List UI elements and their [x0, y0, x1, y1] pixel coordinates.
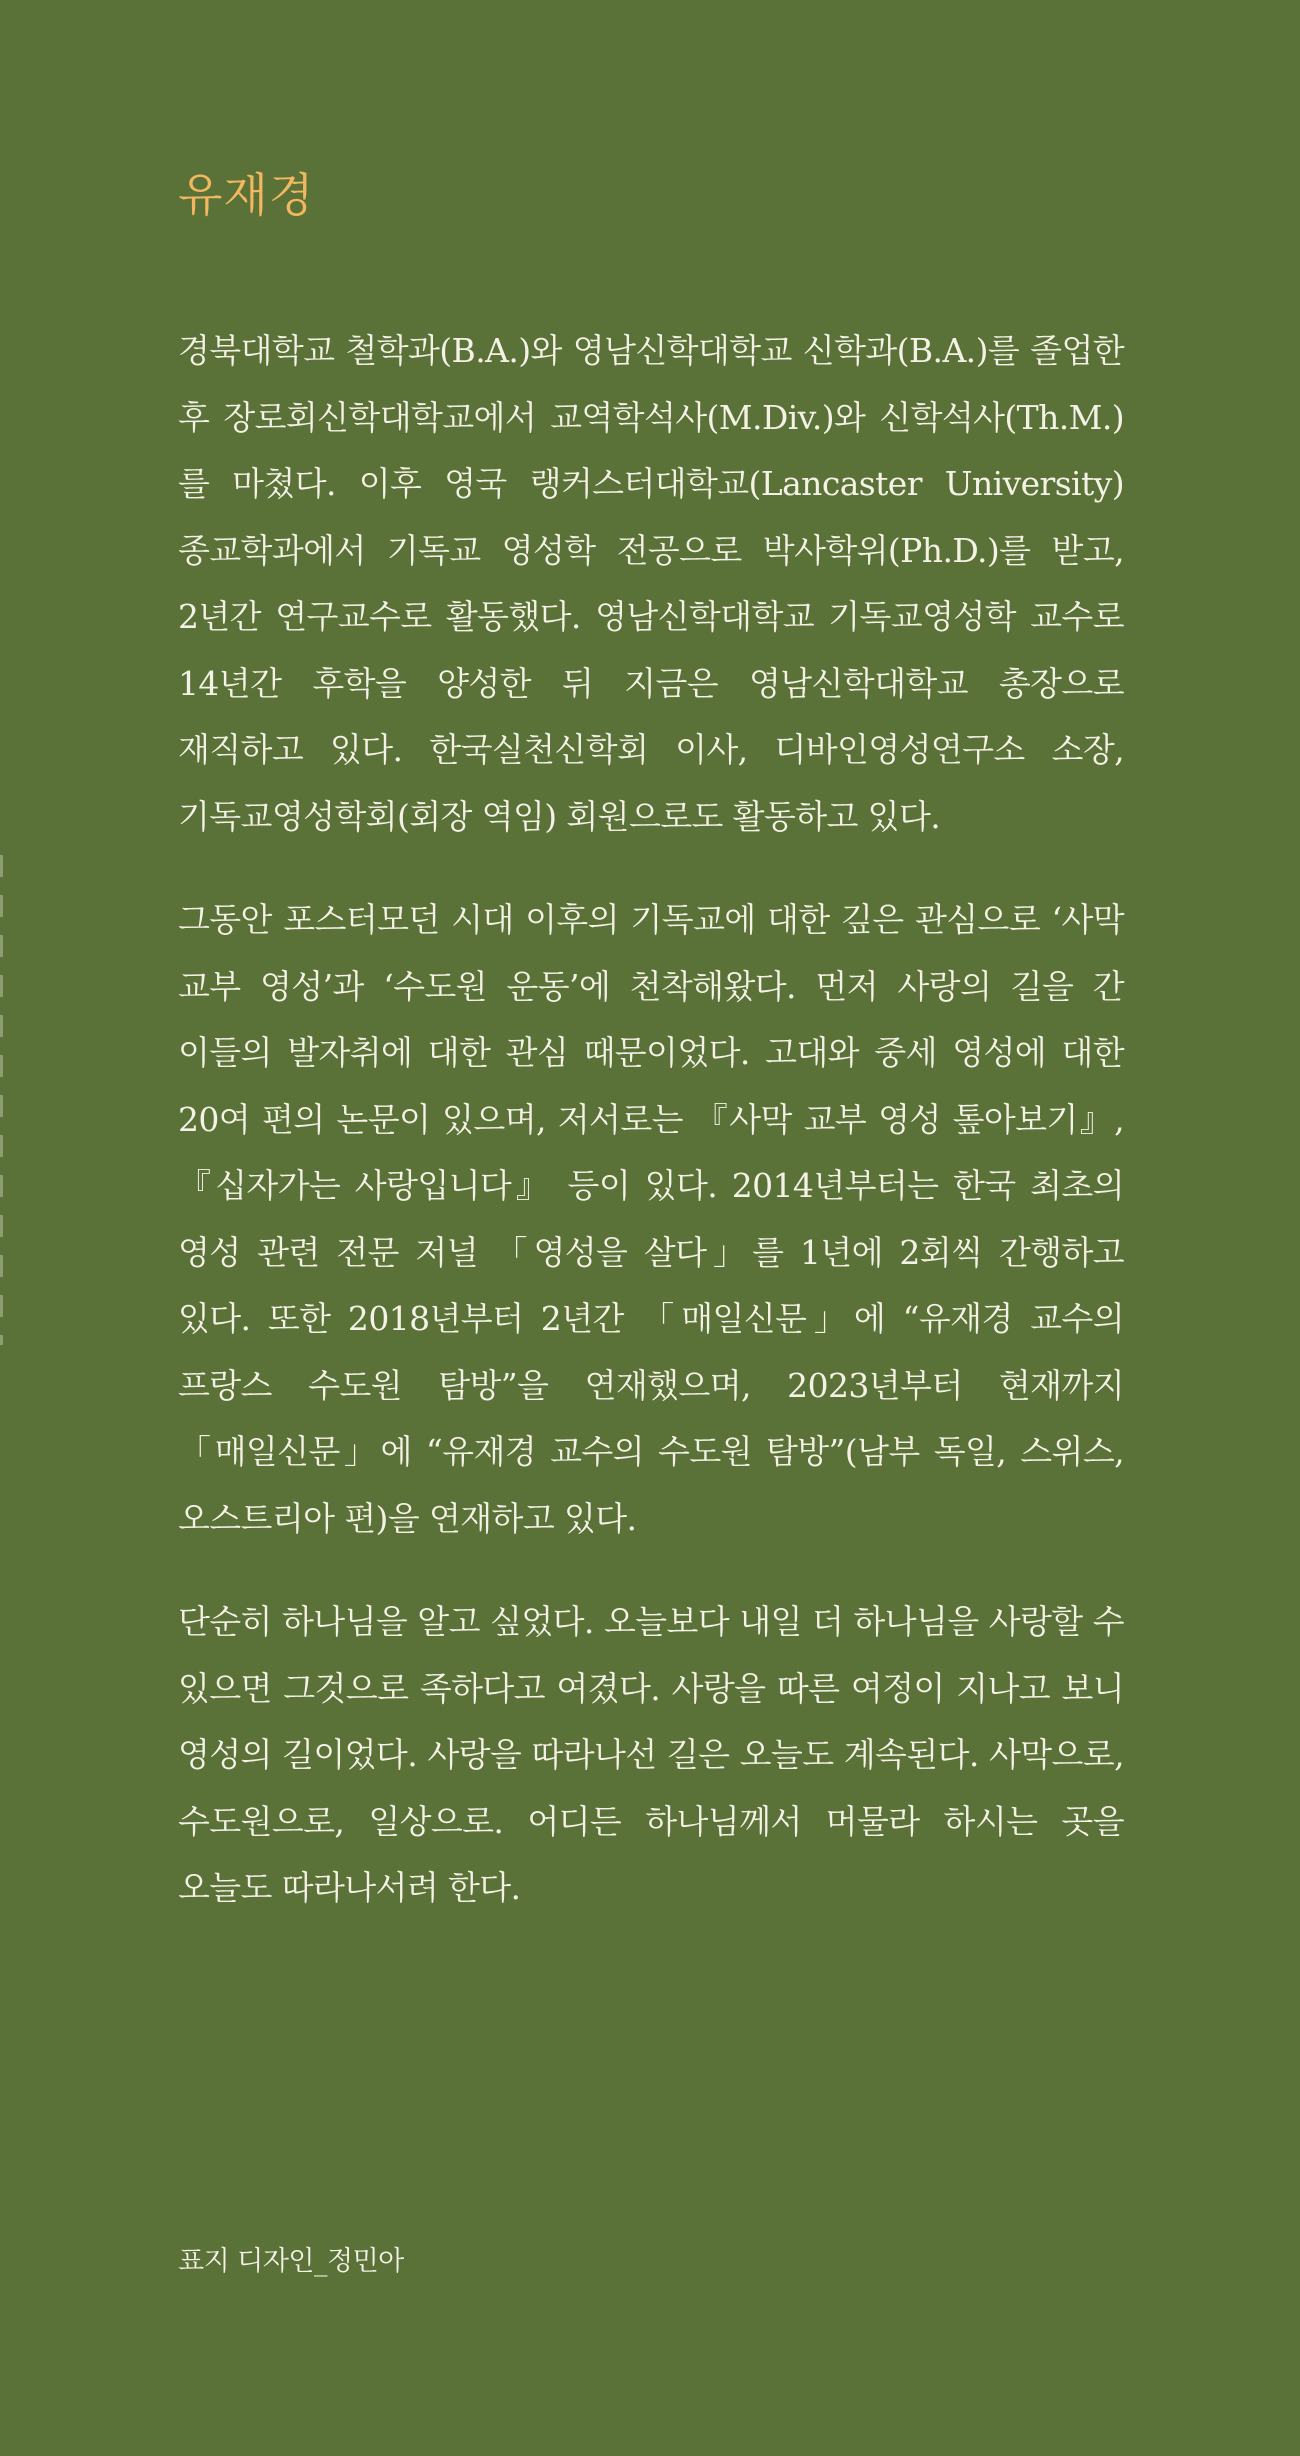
author-name: 유재경	[178, 168, 315, 222]
cover-design-credit: 표지 디자인_정민아	[178, 2246, 404, 2277]
spine-edge-marks	[0, 855, 3, 1345]
author-bio	[178, 318, 1124, 1959]
bio-paragraph-education: 경북대학교 철학과(B.A.)와 영남신학대학교 신학과(B.A.)를 졸업한 후 장로회신학대학교에서 교역학석사(M.Div.)와 신학석사(Th.M.)를 마쳤다. 이후 영국 랭커스터대학교(Lancaster University) 종교학과에서 기독교 영성학 전공으로 박사학위(Ph.D.)를 받고, 2년간 연구교수로 활동했다. 영남신학대학교 기독교영성학 교수로 14년간 후학을 양성한 뒤 지금은 영남신학대학교 총장으로 재직하고 있다. 한국실천신학회 이사, 디바인영성연구소 소장, 기독교영성학회(회장 역임) 회원으로도 활동하고 있다.	[178, 331, 1124, 836]
bio-paragraph-research: 그동안 포스터모던 시대 이후의 기독교에 대한 깊은 관심으로 ‘사막 교부 영성’과 ‘수도원 운동’에 천착해왔다. 먼저 사랑의 길을 간 이들의 발자취에 대한 관심 때문이었다. 고대와 중세 영성에 대한 20여 편의 논문이 있으며, 저서로는 『사막 교부 영성 톺아보기』, 『십자가는 사랑입니다』 등이 있다. 2014년부터는 한국 최초의 영성 관련 전문 저널 「영성을 살다」를 1년에 2회씩 간행하고 있다. 또한 2018년부터 2년간 「매일신문」에 “유재경 교수의 프랑스 수도원 탐방”을 연재했으며, 2023년부터 현재까지 「매일신문」에 “유재경 교수의 수도원 탐방”(남부 독일, 스위스, 오스트리아 편)을 연재하고 있다.	[178, 900, 1124, 1538]
bio-paragraph-reflection: 단순히 하나님을 알고 싶었다. 오늘보다 내일 더 하나님을 사랑할 수 있으면 그것으로 족하다고 여겼다. 사랑을 따른 여정이 지나고 보니 영성의 길이었다. 사랑을 따라나선 길은 오늘도 계속된다. 사막으로, 수도원으로, 일상으로. 어디든 하나님께서 머물라 하시는 곳을 오늘도 따라나서려 한다.	[178, 1602, 1124, 1907]
